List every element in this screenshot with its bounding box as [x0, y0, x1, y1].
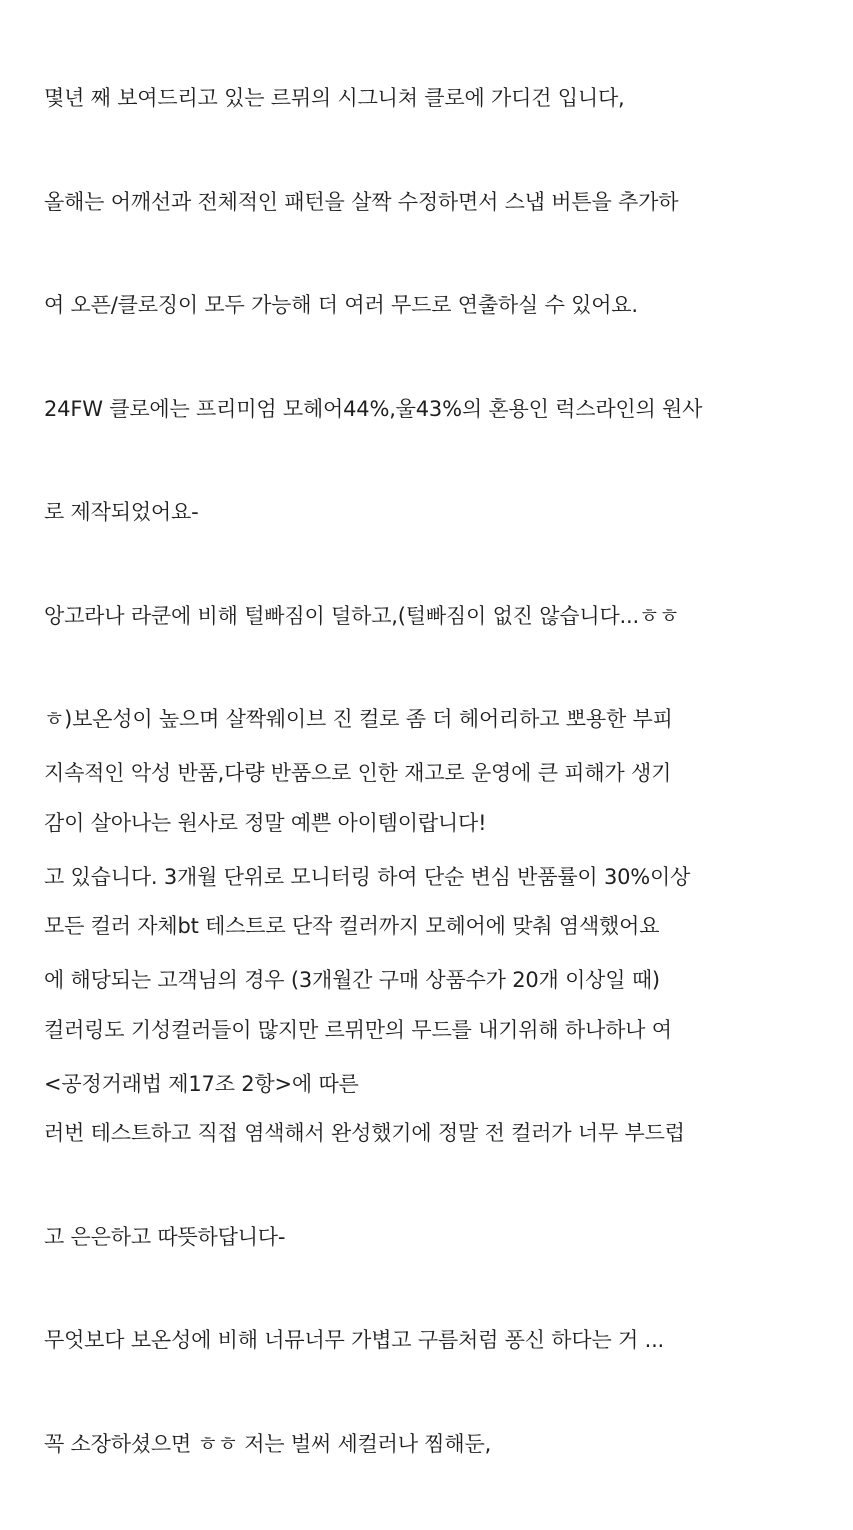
return-policy-paragraph [44, 687, 833, 1170]
description-line: 몇년 째 보여드리고 있는 르뮈의 시그니쳐 클로에 가디건 입니다, [44, 86, 625, 110]
description-line: 모든 컬러 자체bt 테스트로 단작 컬러까지 모헤어에 맞춰 염색했어요 [44, 914, 660, 938]
policy-line: 지속적인 악성 반품,다량 반품으로 인한 재고로 운영에 큰 피해가 생기 [44, 761, 672, 785]
description-line: 컬러링도 기성컬러들이 많지만 르뮈만의 무드를 내기위해 하나하나 여 [44, 1017, 672, 1042]
description-line: 꼭 소장하셨으면 ㅎㅎ 저는 벌써 세컬러나 찜해둔, [44, 1431, 492, 1456]
description-line: 여 오픈/클로징이 모두 가능해 더 여러 무드로 연출하실 수 있어요. [44, 293, 638, 317]
description-line: 로 제작되었어요- [44, 500, 199, 524]
description-line: 24FW 클로에는 프리미엄 모헤어44%,울43%의 혼용인 럭스라인의 원사 [44, 396, 703, 421]
description-line: 러번 테스트하고 직접 염색해서 완성했기에 정말 전 컬러가 너무 부드럽 [44, 1121, 685, 1145]
description-line: 무엇보다 보온성에 비해 너뮤너무 가볍고 구름처럼 퐁신 하다는 거 ... [44, 1328, 665, 1352]
policy-line: 에 해당되는 고객님의 경우 (3개월간 구매 상품수가 20개 이상일 때) [44, 968, 660, 992]
description-line: 고 은은하고 따뜻하답니다- [44, 1224, 286, 1249]
description-line: 앙고라나 라쿤에 비해 털빠짐이 덜하고,(털빠짐이 없진 않습니다...ㅎㅎ [44, 603, 680, 628]
description-line: ㅎ)보온성이 높으며 살짝웨이브 진 컬로 좀 더 헤어리하고 뽀용한 부피 [44, 707, 673, 731]
policy-line: 고 있습니다. 3개월 단위로 모니터링 하여 단순 변심 반품률이 30%이상 [44, 864, 691, 889]
policy-line: <공정거래법 제17조 2항>에 따른 [44, 1071, 359, 1096]
description-line: 감이 살아나는 원사로 정말 예쁜 아이템이랍니다! [44, 810, 487, 835]
description-line: 올해는 어깨선과 전체적인 패턴을 살짝 수정하면서 스냅 버튼을 추가하 [44, 189, 679, 214]
